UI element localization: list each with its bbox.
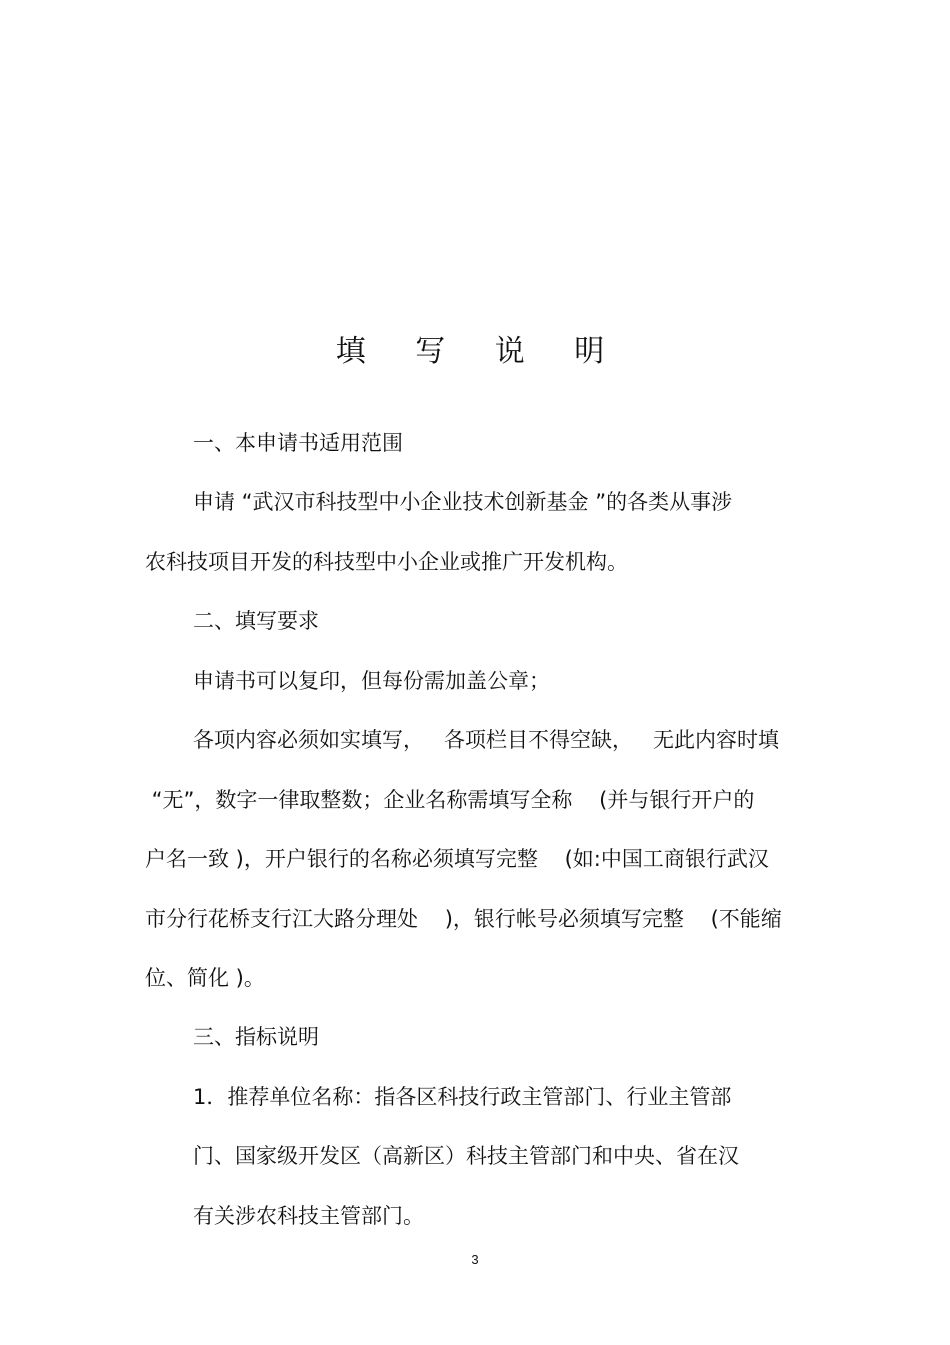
paragraph-line: 户名一致 )，开户银行的名称必须填写完整 (如:中国工商银行武汉 xyxy=(145,847,769,871)
paragraph-line: “无”，数字一律取整数；企业名称需填写全称 (并与银行开户的 xyxy=(145,788,755,812)
page-title: 填 写 说 明 xyxy=(335,334,625,369)
section-heading-scope: 一、本申请书适用范围 xyxy=(193,431,403,455)
paragraph-line: 1．推荐单位名称：指各区科技行政主管部门、行业主管部 xyxy=(193,1085,732,1109)
paragraph-line: 位、简化 )。 xyxy=(145,966,265,990)
page-number: 3 xyxy=(471,1252,479,1267)
paragraph-line: 各项内容必须如实填写， 各项栏目不得空缺， 无此内容时填 xyxy=(193,728,780,752)
paragraph-line: 市分行花桥支行江大路分理处 )，银行帐号必须填写完整 (不能缩 xyxy=(145,907,782,931)
section-heading-requirements: 二、填写要求 xyxy=(193,609,319,633)
paragraph-line: 申请书可以复印，但每份需加盖公章； xyxy=(193,669,550,693)
paragraph-line: 申请 “武汉市科技型中小企业技术创新基金 ”的各类从事涉 xyxy=(193,490,733,514)
paragraph-line: 门、国家级开发区（高新区）科技主管部门和中央、省在汉 xyxy=(193,1144,739,1168)
paragraph-line: 农科技项目开发的科技型中小企业或推广开发机构。 xyxy=(145,550,628,574)
section-heading-indicators: 三、指标说明 xyxy=(193,1025,319,1049)
paragraph-line: 有关涉农科技主管部门。 xyxy=(193,1204,424,1228)
